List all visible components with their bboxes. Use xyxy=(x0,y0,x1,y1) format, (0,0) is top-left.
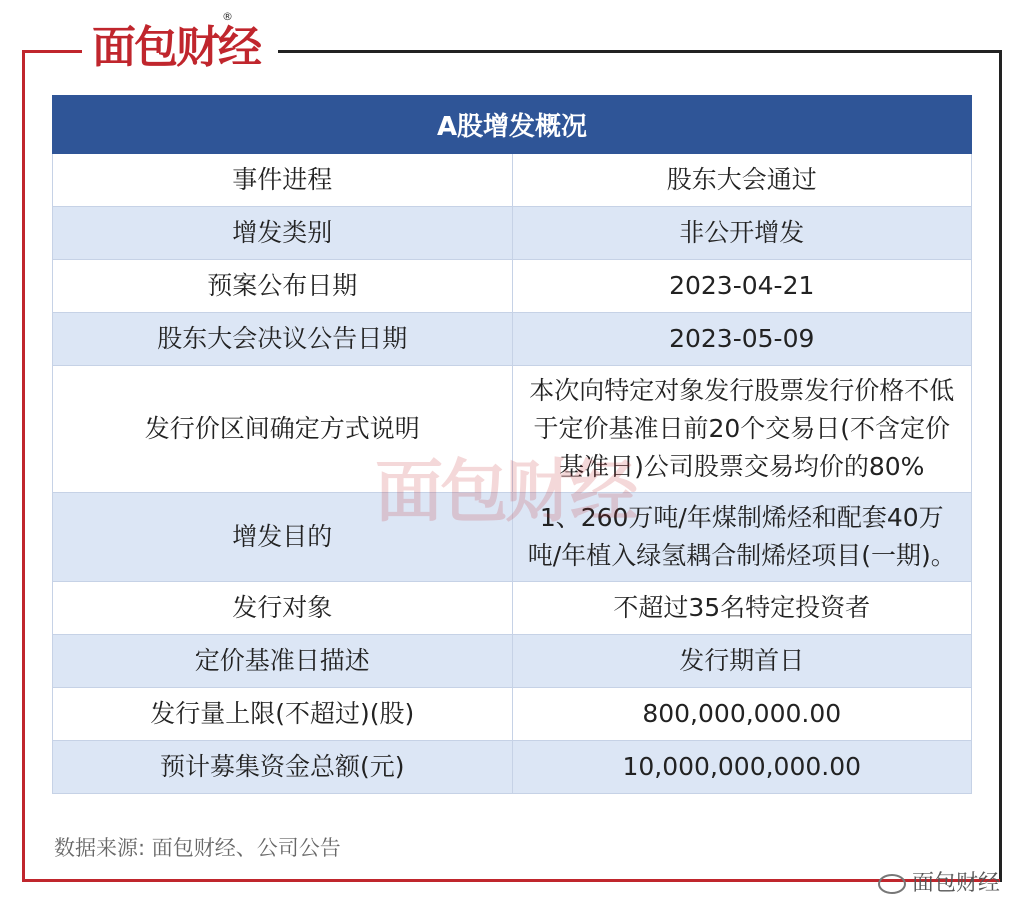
row-label: 发行价区间确定方式说明 xyxy=(53,366,513,493)
row-label: 发行对象 xyxy=(53,582,513,635)
row-label: 事件进程 xyxy=(53,154,513,207)
row-value: 发行期首日 xyxy=(512,635,972,688)
weibo-handle: 面包财经 xyxy=(912,871,1001,896)
table-title: A股增发概况 xyxy=(53,96,972,154)
row-label: 股东大会决议公告日期 xyxy=(53,313,513,366)
weibo-watermark xyxy=(878,866,1000,897)
issuance-table xyxy=(52,95,972,794)
table-row xyxy=(53,582,972,635)
row-value: 10,000,000,000.00 xyxy=(512,741,972,794)
row-label: 预计募集资金总额(元) xyxy=(53,741,513,794)
row-label: 预案公布日期 xyxy=(53,260,513,313)
row-label: 发行量上限(不超过)(股) xyxy=(53,688,513,741)
table-row xyxy=(53,366,972,493)
table-row xyxy=(53,154,972,207)
frame-bottom-border xyxy=(22,879,1000,882)
table-row xyxy=(53,688,972,741)
table-row xyxy=(53,493,972,582)
row-value: 2023-05-09 xyxy=(512,313,972,366)
table-row xyxy=(53,313,972,366)
row-value: 本次向特定对象发行股票发行价格不低于定价基准日前20个交易日(不含定价基准日)公司股票交易均价的80% xyxy=(512,366,972,493)
row-value: 1、260万吨/年煤制烯烃和配套40万吨/年植入绿氢耦合制烯烃项目(一期)。 xyxy=(512,493,972,582)
table-row xyxy=(53,260,972,313)
brand-logo: 面包财经 xyxy=(86,18,266,78)
row-label: 增发类别 xyxy=(53,207,513,260)
row-label: 定价基准日描述 xyxy=(53,635,513,688)
row-value: 不超过35名特定投资者 xyxy=(512,582,972,635)
frame-left-border xyxy=(22,50,25,882)
table-row xyxy=(53,741,972,794)
frame-right-border xyxy=(999,50,1002,882)
row-value: 2023-04-21 xyxy=(512,260,972,313)
weibo-logo-icon xyxy=(878,874,906,894)
frame-top-left-border xyxy=(22,50,82,53)
row-value: 非公开增发 xyxy=(512,207,972,260)
row-value: 800,000,000.00 xyxy=(512,688,972,741)
row-value: 股东大会通过 xyxy=(512,154,972,207)
table-row xyxy=(53,207,972,260)
registered-mark: ® xyxy=(222,10,233,23)
frame-top-right-border xyxy=(278,50,1002,53)
data-source-note: 数据来源: 面包财经、公司公告 xyxy=(54,836,341,860)
table-row xyxy=(53,635,972,688)
row-label: 增发目的 xyxy=(53,493,513,582)
